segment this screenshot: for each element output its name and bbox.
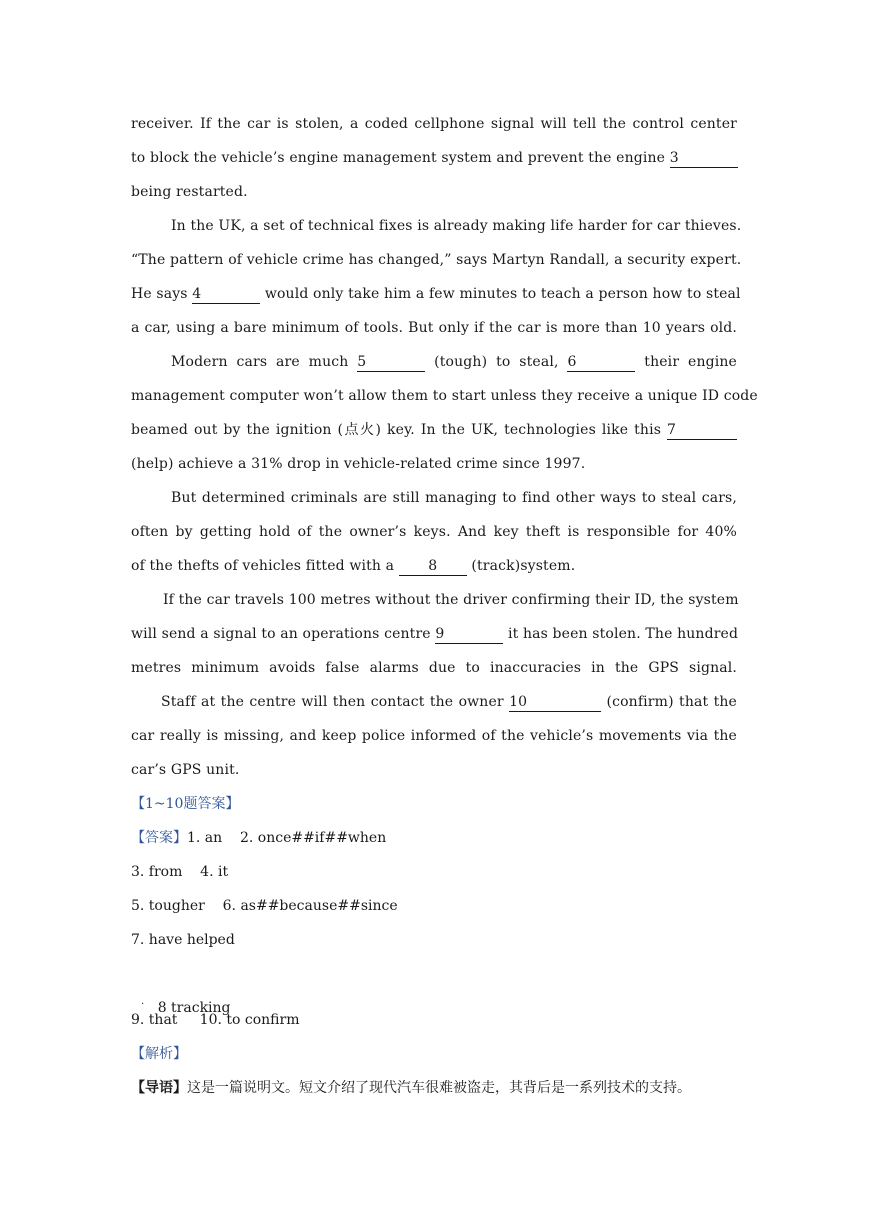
answer-label: 【答案】 bbox=[131, 830, 187, 846]
blank-4: 4 bbox=[192, 285, 260, 304]
passage-line: receiver. If the car is stolen, a coded cellphone signal will tell the control center bbox=[131, 116, 737, 132]
answer-line bbox=[131, 957, 737, 1016]
blank-3: 3 bbox=[670, 149, 738, 168]
passage-line: being restarted. bbox=[131, 184, 248, 200]
passage-line: car’s GPS unit. bbox=[131, 762, 240, 778]
blank-7: 7 bbox=[667, 421, 737, 440]
passage-line bbox=[131, 617, 737, 651]
answers-heading: 【1~10题答案】 bbox=[131, 796, 240, 812]
answer-line: 9. that 10. to confirm bbox=[131, 1012, 300, 1028]
passage-line: If the car travels 100 metres without the driver confirming their ID, the system bbox=[163, 592, 739, 608]
blank-9: 9 bbox=[435, 625, 503, 644]
passage-line bbox=[131, 685, 737, 719]
blank-5: 5 bbox=[357, 353, 425, 372]
text-span: beamed out by the ignition (点火) key. In the UK, technologies like this bbox=[131, 422, 667, 438]
analysis-heading: 【解析】 bbox=[131, 1046, 187, 1062]
answer-text: 1. an 2. once##if##when bbox=[187, 830, 387, 846]
text-span: Staff at the centre will then contact the owner bbox=[161, 694, 510, 710]
text-span: (confirm) that the bbox=[601, 694, 737, 710]
answer-line: 3. from 4. it bbox=[131, 864, 229, 880]
passage-line bbox=[131, 549, 737, 583]
text-span: it has been stolen. The hundred bbox=[503, 626, 739, 642]
blank-8: 8 bbox=[399, 557, 467, 576]
passage-line: But determined criminals are still managing to find other ways to steal cars, bbox=[171, 490, 737, 506]
passage-line bbox=[131, 345, 737, 379]
answer-line bbox=[131, 821, 737, 855]
passage-line: management computer won’t allow them to start unless they receive a unique ID code bbox=[131, 388, 758, 404]
passage-line: (help) achieve a 31% drop in vehicle-related crime since 1997. bbox=[131, 456, 586, 472]
passage-line: often by getting hold of the owner’s keys. And key theft is responsible for 40% bbox=[131, 524, 737, 540]
passage-line: In the UK, a set of technical fixes is already making life harder for car thieves. bbox=[171, 218, 742, 234]
text-span: (tough) to steal, bbox=[425, 354, 568, 370]
passage-line bbox=[131, 141, 737, 175]
passage-line bbox=[131, 413, 737, 447]
intro-line bbox=[131, 1071, 737, 1105]
text-span: (track)system. bbox=[466, 558, 576, 574]
answer-line: 7. have helped bbox=[131, 932, 235, 948]
text-span: their engine bbox=[635, 354, 737, 370]
text-span: of the thefts of vehicles fitted with a bbox=[131, 558, 399, 574]
text-span: will send a signal to an operations centre bbox=[131, 626, 436, 642]
blank-6: 6 bbox=[567, 353, 635, 372]
answer-text: 8 tracking bbox=[157, 1000, 231, 1016]
blank-10: 10 bbox=[509, 693, 601, 712]
intro-text: 这是一篇说明文。短文介绍了现代汽车很难被盗走，其背后是一系列技术的支持。 bbox=[187, 1080, 691, 1096]
passage-line bbox=[131, 277, 741, 311]
text-span: would only take him a few minutes to teach a person how to steal bbox=[260, 286, 741, 302]
passage-line: a car, using a bare minimum of tools. But only if the car is more than 10 years old. bbox=[131, 320, 737, 336]
passage-line: “The pattern of vehicle crime has changed,” says Martyn Randall, a security expert. bbox=[131, 252, 742, 268]
answer-line: 5. tougher 6. as##because##since bbox=[131, 898, 398, 914]
text-span: Modern cars are much bbox=[171, 354, 358, 370]
passage-line: metres minimum avoids false alarms due to inaccuracies in the GPS signal. bbox=[131, 660, 737, 676]
text-span: to block the vehicle’s engine management system and prevent the engine bbox=[131, 150, 670, 166]
text-span: He says bbox=[131, 286, 193, 302]
answer-dot: . bbox=[141, 996, 145, 1007]
passage bbox=[131, 107, 758, 1105]
intro-label: 【导语】 bbox=[131, 1080, 187, 1096]
passage-line: car really is missing, and keep police informed of the vehicle’s movements via the bbox=[131, 728, 737, 744]
